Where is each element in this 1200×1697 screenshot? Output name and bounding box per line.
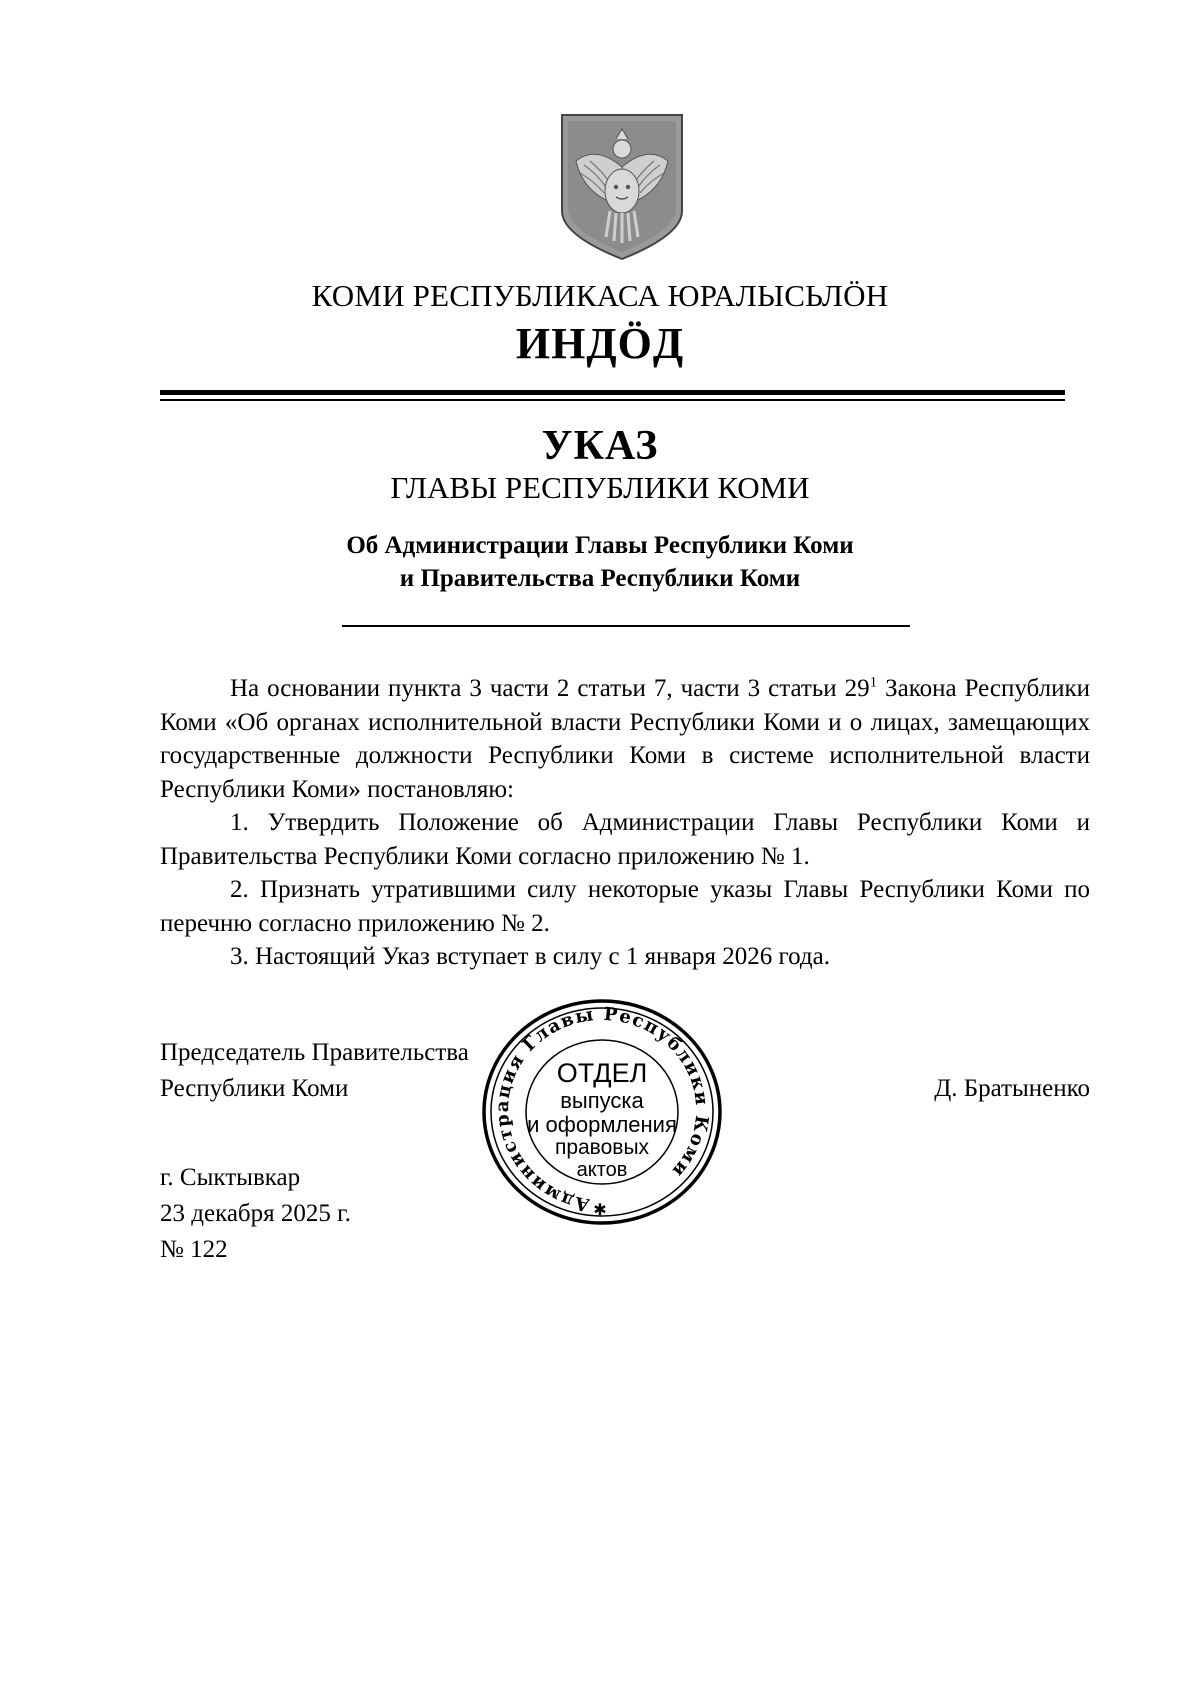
signatory-name: Д. Братыненко xyxy=(934,1075,1090,1102)
svg-text:ОТДЕЛ: ОТДЕЛ xyxy=(556,1058,648,1088)
official-stamp xyxy=(480,996,724,1228)
republic-title-komi: КОМИ РЕСПУБЛИКАСА ЮРАЛЫСЬЛӦН xyxy=(311,278,889,313)
stamp-star-icon: ✱ xyxy=(593,1200,607,1219)
document-issuer: ГЛАВЫ РЕСПУБЛИКИ КОМИ xyxy=(390,470,810,505)
document-body xyxy=(160,672,1090,974)
coat-of-arms-icon xyxy=(560,113,684,261)
header-divider-thin xyxy=(160,399,1065,401)
subject-divider xyxy=(342,625,910,627)
svg-text:правовых: правовых xyxy=(554,1136,650,1159)
document-type-komi: ИНДӦД xyxy=(515,319,685,368)
article-superscript: 1 xyxy=(869,674,878,691)
decree-item-1: 1. Утвердить Положение об Администрации Главы Республики Коми и Правительства Республики Коми согласно приложению № 1. xyxy=(160,809,1090,870)
document-subject-line-2: и Правительства Республики Коми xyxy=(399,565,801,592)
document-type: УКАЗ xyxy=(541,423,659,469)
document-subject-line-1: Об Администрации Главы Республики Коми xyxy=(346,532,854,559)
issue-date: 23 декабря 2025 г. xyxy=(160,1200,351,1227)
svg-text:и оформления: и оформления xyxy=(527,1112,677,1137)
header-divider-thick xyxy=(160,390,1065,395)
signatory-position: Председатель Правительства Республики Коми xyxy=(160,1039,469,1102)
svg-text:выпуска: выпуска xyxy=(560,1088,644,1113)
decree-item-2: 2. Признать утратившими силу некоторые указы Главы Республики Коми по перечню согласно приложению № 2. xyxy=(160,876,1090,937)
svg-text:актов: актов xyxy=(576,1159,628,1181)
document-footer xyxy=(160,1160,351,1268)
svg-text:Администрация Главы Республики: Администрация Главы Республики Коми xyxy=(491,1003,713,1216)
preamble-paragraph: На основании пункта 3 части 2 статьи 7, части 3 статьи $29^1$ Закона Республики Коми «Об органах исполнительной власти Республики Коми и о лицах, замещающих государственные должности Республики Коми в системе исполнительной власти Республики Коми» постановляю: xyxy=(160,674,1090,803)
decree-item-3: 3. Настоящий Указ вступает в силу с 1 января 2026 года. xyxy=(230,943,830,970)
issue-city: г. Сыктывкар xyxy=(160,1164,301,1191)
document-number: № 122 xyxy=(160,1236,228,1263)
